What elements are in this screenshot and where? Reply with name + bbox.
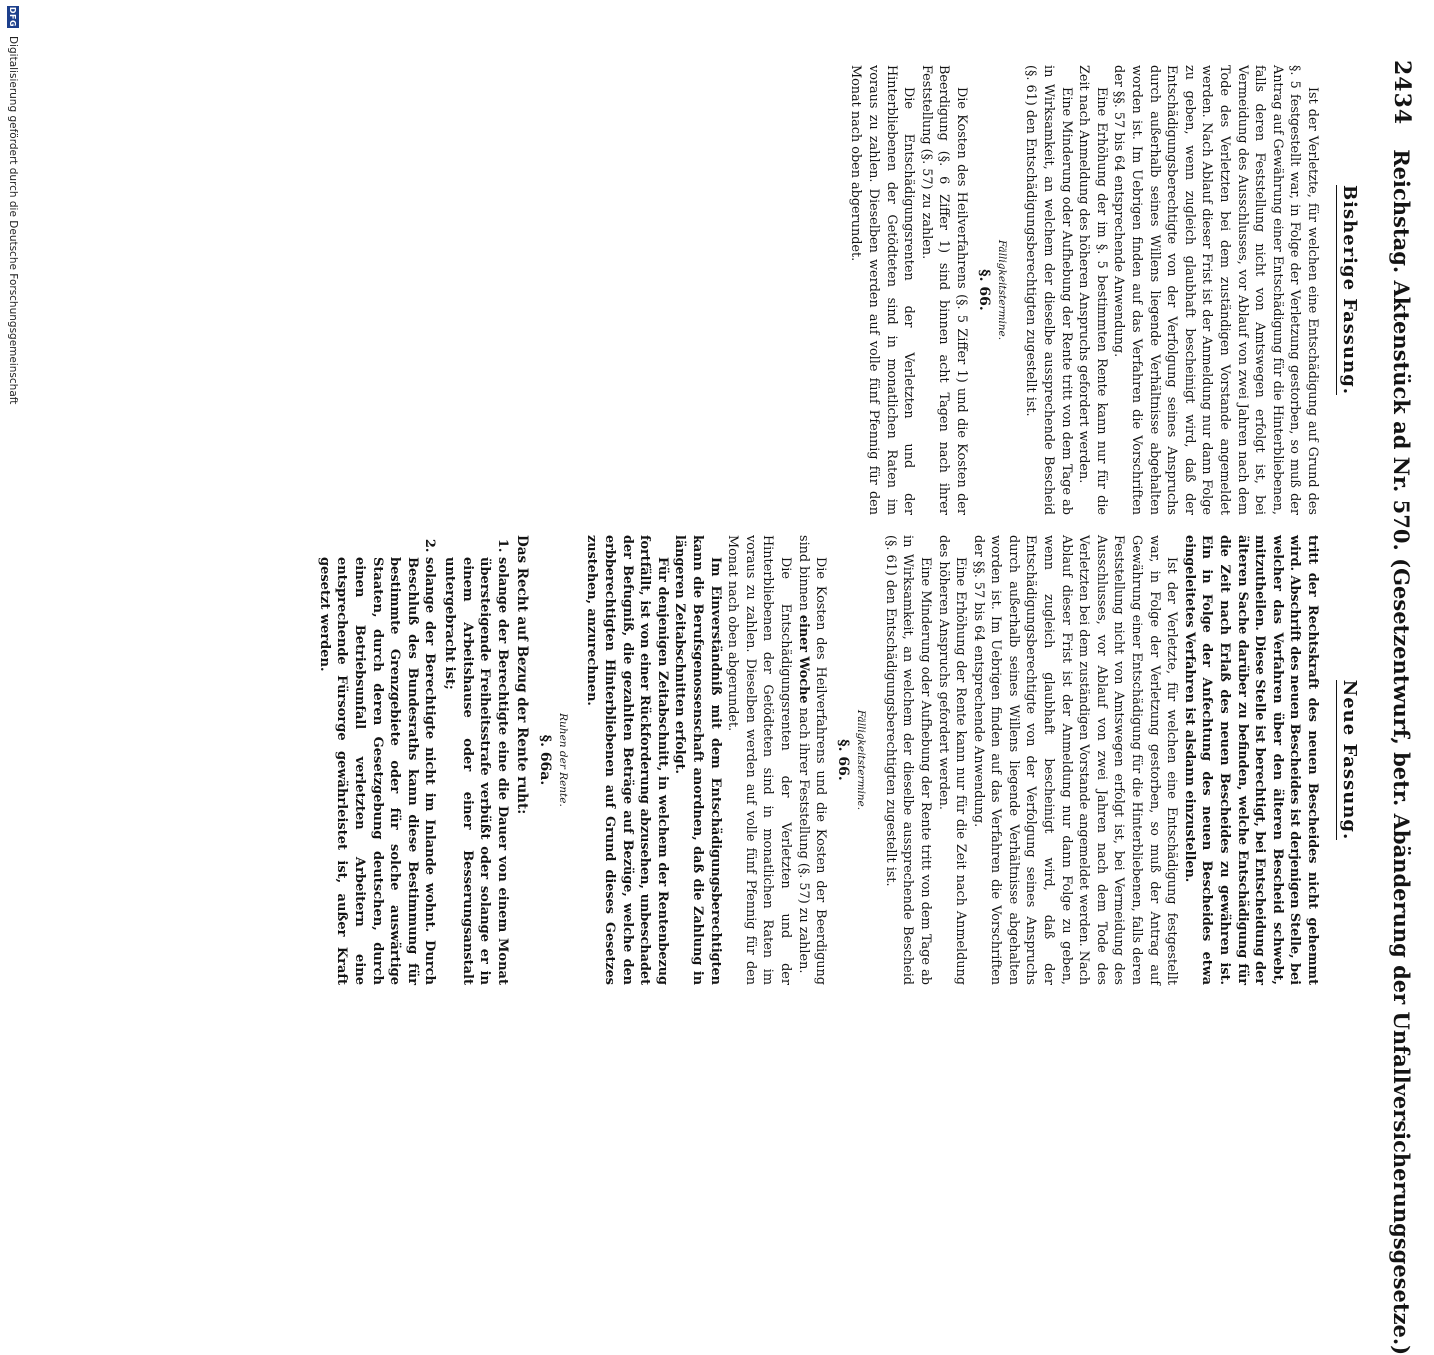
paragraph: tritt der Rechtskraft des neuen Bescheides nicht gehemmt wird. Abschrift des neuen Bescheides ist derjenigen Stelle, bei welcher das Verfahren über den älteren Bescheid schwebt, mitzutheilen. Diese Stelle ist berechtigt, bei Entscheidung der älteren Sache darüber zu befinden, welche Entschädigung für die Zeit nach Erlaß des neuen Bescheides zu gewähren ist. Ein in Folge der Anfechtung des neuen Bescheides etwa eingeleitetes Verfahren ist alsdann einzustellen. [1181, 535, 1320, 985]
right-column-new-version [313, 535, 1374, 985]
margin-heading: Fälligkeitstermine. [855, 709, 868, 811]
paragraph: Eine Minderung oder Aufhebung der Rente tritt von dem Tage ab in Wirksamkeit, an welchem der dieselbe aussprechende Bescheid (§. 61) den Entschädigungsberechtigten zugestellt ist. [882, 535, 933, 985]
page-number: 2434 [1389, 60, 1415, 126]
dfg-logo: DFG [8, 6, 18, 28]
paragraph: Eine Erhöhung der Rente kann nur für die Zeit nach Anmeldung des höheren Anspruchs gefordert werden. [935, 535, 969, 985]
page-header [1382, 60, 1422, 1355]
paragraph: Im Einverständniß mit dem Entschädigungsberechtigten kann die Berufsgenossenschaft anordnen, daß die Zahlung in längeren Zeitabschnitten erfolgt. [672, 535, 723, 985]
list-intro: Das Recht auf Bezug der Rente ruht: [513, 535, 530, 815]
footer-text: Digitalisierung gefördert durch die Deutsche Forschungsgemeinschaft [7, 36, 19, 405]
left-column-title: Bisherige Fassung. [1339, 65, 1360, 515]
section-number: §. 66a. [536, 734, 553, 786]
paragraph: Die Entschädigungsrenten der Verletzten und der Hinterbliebenen der Getödteten sind in monatlichen Raten im voraus zu zahlen. Dieselben werden auf volle fünf Pfennig für den Monat nach oben abgerundet. [725, 535, 793, 985]
paragraph: Eine Minderung oder Aufhebung der Rente tritt von dem Tage ab in Wirksamkeit, an welchem der dieselbe aussprechende Bescheid (§. 61) den Entschädigungsberechtigten zugestellt ist. [1023, 65, 1074, 515]
digitization-footer [0, 0, 26, 1006]
paragraph: Die Entschädigungsrenten der Verletzten und der Hinterbliebenen der Getödteten sind in monatlichen Raten im voraus zu zahlen. Dieselben werden auf volle fünf Pfennig für den Monat nach oben abgerundet. [848, 65, 917, 515]
paragraph: Ist der Verletzte, für welchen eine Entschädigung auf Grund des §. 5 festgestellt war, in Folge der Verletzung gestorben, so muß der Antrag auf Gewährung einer Entschädigung für die Hinterbliebenen, falls deren Feststellung nicht von Amtswegen erfolgt ist, bei Vermeidung des Ausschlusses, vor Ablauf von zwei Jahren nach dem Tode des Verletzten bei dem zuständigen Vorstande angemeldet werden. Nach Ablauf dieser Frist ist der Anmeldung nur dann Folge zu geben, wenn zugleich glaubhaft bescheinigt wird, daß der Entschädigungsberechtigte von der Verfolgung seines Anspruchs durch außerhalb seines Willens liegende Verhältnisse abgehalten worden ist. Im Uebrigen finden auf das Verfahren die Vorschriften der §§. 57 bis 64 entsprechende Anwendung. [1111, 65, 1320, 515]
numbered-list [315, 535, 511, 985]
list-item: 2. solange der Berechtigte nicht im Inlande wohnt. Durch Beschluß des Bundesraths kann diese Bestimmung für bestimmte Grenzgebiete oder für solche auswärtige Staaten, durch deren Gesetzgebung deutschen, durch einen Betriebsunfall verletzten Arbeitern eine entsprechende Fürsorge gewährleistet ist, außer Kraft gesetzt werden. [315, 557, 438, 985]
paragraph: Ist der Verletzte, für welchen eine Entschädigung festgestellt war, in Folge der Verletzung gestorben, so muß der Antrag auf Gewährung einer Entschädigung für die Hinterbliebenen, falls deren Feststellung nicht von Amtswegen erfolgt ist, bei Vermeidung des Ausschlusses, vor Ablauf von zwei Jahren nach dem Tode des Verletzten bei dem zuständigen Vorstande angemeldet werden. Nach Ablauf dieser Frist ist der Anmeldung nur dann Folge zu geben, wenn zugleich glaubhaft bescheinigt wird, daß der Entschädigungsberechtigte von der Verfolgung seines Anspruchs durch außerhalb seines Willens liegende Verhältnisse abgehalten worden ist. Im Uebrigen finden auf das Verfahren die Vorschriften der §§. 57 bis 64 entsprechende Anwendung. [970, 535, 1180, 985]
paragraph: Die Kosten des Heilverfahrens und die Kosten der Beerdigung sind binnen einer Woche nach ihrer Feststellung (§. 57) zu zahlen. [795, 535, 829, 985]
list-item: 1. solange der Berechtigte eine die Dauer von einem Monat übersteigende Freiheitsstrafe verbüßt oder solange er in einem Arbeitshause oder einer Besserungsanstalt untergebracht ist; [440, 557, 510, 985]
left-column-previous-version [847, 65, 1374, 515]
paragraph: Eine Erhöhung der im §. 5 bestimmten Rente kann nur für die Zeit nach Anmeldung des höheren Anspruchs gefordert werden. [1076, 65, 1109, 515]
section-number: §. 66. [835, 739, 852, 781]
paragraph: Die Kosten des Heilverfahrens (§. 5 Ziffer 1) und die Kosten der Beerdigung (§. 6 Ziffer 1) sind binnen acht Tagen nach ihrer Feststellung (§. 57) zu zahlen. [918, 65, 969, 515]
running-head: Reichstag. Aktenstück ad Nr. 570. (Gesetzentwurf, betr. Abänderung der Unfallversicherungsgesetze.) [1389, 149, 1415, 1355]
section-number: §. 66. [975, 269, 992, 311]
margin-heading: Ruhen der Rente. [556, 713, 569, 807]
right-column-title: Neue Fassung. [1339, 535, 1360, 985]
emphasis: einer Woche [795, 614, 811, 704]
margin-heading: Fälligkeitstermine. [995, 239, 1008, 341]
paragraph: Für denjenigen Zeitabschnitt, in welchem der Rentenbezug fortfällt, ist von einer Rückforderung abzusehen, unbeschadet der Befugniß, die gezahlten Beträge auf Bezüge, welche den erbberechtigten Hinterbliebenen auf Grund dieses Gesetzes zustehen, anzurechnen. [584, 535, 670, 985]
